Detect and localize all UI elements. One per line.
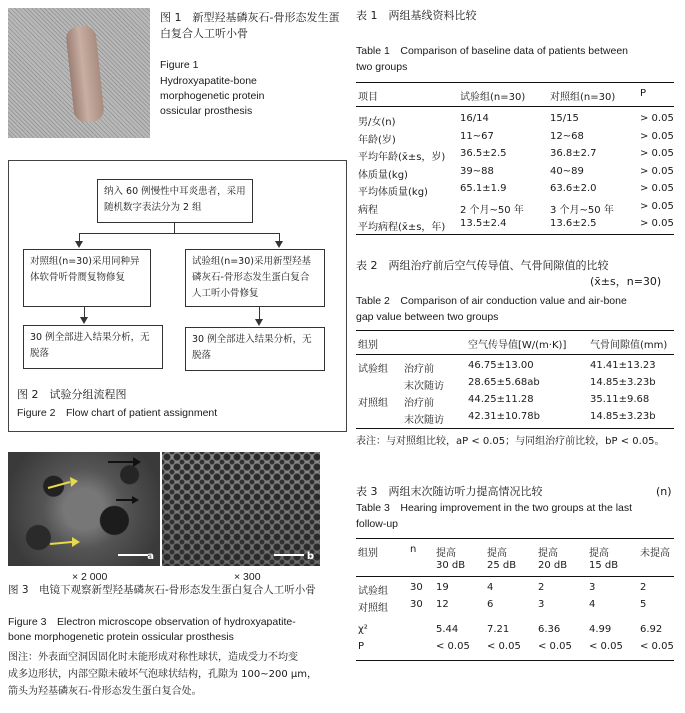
table2-header: 气骨间隙值(mm) [590, 340, 668, 351]
table3-cell: 对照组 [358, 603, 388, 614]
table3-stat-cell: 5.44 [436, 624, 459, 635]
flow-node-control: 对照组(n=30)采用同种异体软骨听骨赝复物修复 [23, 249, 151, 307]
table2-cell: 治疗前 [404, 398, 434, 409]
table1-cell: 2 个月~50 年 [460, 204, 524, 216]
table1-cell: 39~88 [460, 165, 494, 177]
table3-cell: 试验组 [358, 586, 388, 597]
figure3-note-3: 箭头为羟基磷灰石-骨形态发生蛋白复合处。 [8, 686, 202, 697]
table2-cell: 41.41±13.23 [590, 360, 656, 371]
table1-cell: > 0.05 [640, 148, 674, 159]
table2-cell: 14.85±3.23b [590, 377, 656, 388]
table-rule [356, 82, 674, 83]
table2-cell: 试验组 [358, 364, 388, 375]
table1-cell: > 0.05 [640, 218, 674, 229]
figure1-title-zh: 图 1 新型羟基磷灰石-骨形态发生蛋白复合人工听小骨 [160, 11, 340, 40]
table-rule [356, 234, 674, 235]
table-rule [356, 576, 674, 577]
table3-header: 25 dB [487, 560, 517, 571]
magnification-b: × 300 [234, 571, 261, 583]
table2-cell: 14.85±3.23b [590, 411, 656, 422]
figure3-caption-zh: 图 3 电镜下观察新型羟基磷灰石-骨形态发生蛋白复合人工听小骨 [8, 584, 316, 596]
table3-stat-cell: 7.21 [487, 624, 510, 635]
table1-cell: 男/女(n) [358, 117, 396, 128]
table1-title-en-2: two groups [356, 61, 408, 73]
table-rule [356, 330, 674, 331]
table3-cell: 3 [538, 599, 545, 610]
figure3-caption-en-1: Figure 3 Electron microscope observation of hydroxyapatite- [8, 616, 296, 628]
table1-cell: > 0.05 [640, 183, 674, 194]
table3-cell: 30 [410, 599, 423, 610]
table2-cell: 35.11±9.68 [590, 394, 650, 405]
flow-node-trial-result: 30 例全部进入结果分析，无脱落 [185, 327, 325, 371]
ossicular-prosthesis-photo [8, 8, 150, 138]
table2-cell: 末次随访 [404, 381, 444, 392]
figure1-label: Figure 1 [160, 59, 199, 71]
table3-stat-cell: 6.36 [538, 624, 561, 635]
table3-stat-cell: < 0.05 [640, 641, 674, 652]
table3-stat-cell: < 0.05 [487, 641, 521, 652]
arrow-down-icon [80, 317, 88, 324]
figure2-caption-zh: 图 2 试验分组流程图 [17, 388, 127, 401]
table2-cell: 28.65±5.68ab [468, 377, 540, 388]
table1-cell: > 0.05 [640, 165, 674, 177]
table3-header: 提高 [436, 548, 456, 559]
table3-cell: 30 [410, 582, 423, 593]
table-rule [356, 428, 674, 429]
table3-cell: 4 [589, 599, 596, 610]
table1-cell: 年龄(岁) [358, 134, 396, 146]
table1-cell: 36.8±2.7 [550, 148, 597, 159]
table2-cell: 对照组 [358, 398, 388, 409]
table3-unit: (n) [656, 485, 672, 498]
table2-title-en-1: Table 2 Comparison of air conduction value and air-bone [356, 295, 627, 307]
flow-chart [8, 160, 347, 432]
arrow-icon [8, 452, 160, 566]
flow-branch-line [79, 233, 279, 234]
table3-header: 未提高 [640, 548, 670, 559]
figure3-note-1: 图注：外表面空洞因固化时未能形成对称性球状，造成受力不均变 [8, 652, 298, 663]
table1-cell: 15/15 [550, 113, 579, 124]
prosthesis-image [65, 25, 105, 124]
table2-cell: 末次随访 [404, 415, 444, 426]
table1-cell: > 0.05 [640, 200, 674, 212]
panel-label-a: a [147, 551, 154, 562]
table2-cell: 42.31±10.78b [468, 411, 540, 422]
table1-cell: > 0.05 [640, 130, 674, 142]
table3-stat-cell: χ² [358, 624, 368, 635]
table3-title-en-1: Table 3 Hearing improvement in the two groups at the last [356, 502, 633, 514]
figure2-caption-en: Figure 2 Flow chart of patient assignment [17, 407, 218, 419]
table3-stat-cell: P [358, 641, 365, 652]
table1-title-en-1: Table 1 Comparison of baseline data of patients between [356, 45, 629, 57]
table2-cell: 44.25±11.28 [468, 394, 534, 405]
flow-connector [174, 223, 175, 233]
sem-image-b [162, 452, 320, 566]
table1-cell: 36.5±2.5 [460, 148, 507, 159]
flow-node-trial: 试验组(n=30)采用新型羟基磷灰石-骨形态发生蛋白复合人工听小骨修复 [185, 249, 325, 307]
table1-cell: 16/14 [460, 113, 489, 124]
table3-header: 提高 [487, 548, 507, 559]
table2-note-text: 表注：与对照组比较，aP < 0.05；与同组治疗前比较，bP < 0.05。 [356, 436, 665, 447]
table1-cell: 11~67 [460, 130, 494, 142]
table1-cell: > 0.05 [640, 113, 674, 124]
table1-header: 对照组(n=30) [550, 92, 616, 103]
table1-cell: 平均病程(x̄±s，年) [358, 222, 446, 233]
magnification-a: × 2 000 [72, 571, 108, 583]
sem-image-a [8, 452, 160, 566]
table2-header: 组别 [358, 340, 378, 351]
table2-stat-note: (x̄±s，n=30) [590, 275, 662, 288]
table1-cell: 3 个月~50 年 [550, 204, 614, 216]
table3-stat-cell: 4.99 [589, 624, 612, 635]
table1-cell: 12~68 [550, 130, 584, 142]
table3-header: 提高 [538, 548, 558, 559]
scale-bar [118, 554, 148, 556]
table-rule [356, 106, 674, 107]
table-rule [356, 538, 674, 539]
figure1-title-en-3: ossicular prosthesis [160, 105, 253, 117]
table1-title-zh: 表 1 两组基线资料比较 [356, 9, 477, 22]
figure1-title-en-1: Hydroxyapatite-bone [160, 75, 257, 87]
table3-header: 组别 [358, 548, 378, 559]
table1-cell: 40~89 [550, 165, 584, 177]
table3-stat-cell: < 0.05 [538, 641, 572, 652]
table2-title-en-2: gap value between two groups [356, 311, 499, 323]
table1-cell: 13.5±2.4 [460, 218, 507, 229]
table3-header: 15 dB [589, 560, 619, 571]
table2-title-zh: 表 2 两组治疗前后空气传导值、气骨间隙值的比较 [356, 259, 609, 272]
table3-header: n [410, 544, 417, 555]
table3-header: 30 dB [436, 560, 466, 571]
table3-cell: 12 [436, 599, 449, 610]
figure1-title-en-2: morphogenetic protein [160, 90, 265, 102]
table3-stat-cell: 6.92 [640, 624, 663, 635]
table1-cell: 13.6±2.5 [550, 218, 597, 229]
table1-cell: 病程 [358, 204, 378, 216]
table3-stat-cell: < 0.05 [436, 641, 470, 652]
figure3-note-2: 成多边形状，内部空隙未破坏气泡球状结构，孔隙为 100~200 μm， [8, 669, 318, 680]
scale-bar [274, 554, 304, 556]
table1-header: 项目 [358, 92, 378, 103]
table1-cell: 体质量(kg) [358, 169, 408, 181]
table3-stat-cell: < 0.05 [589, 641, 623, 652]
table3-cell: 3 [589, 582, 596, 593]
table3-title-zh: 表 3 两组末次随访听力提高情况比较 [356, 485, 543, 498]
arrow-down-icon [75, 241, 83, 248]
table3-title-en-2: follow-up [356, 518, 399, 530]
panel-label-b: b [306, 551, 314, 562]
table1-header: 试验组(n=30) [460, 92, 526, 103]
table2-header: 空气传导值[W/(m·K)] [468, 340, 567, 351]
table3-cell: 5 [640, 599, 647, 610]
table3-cell: 6 [487, 599, 494, 610]
table2-note [356, 434, 665, 450]
flow-node-control-result: 30 例全部进入结果分析，无脱落 [23, 325, 163, 369]
table3-cell: 4 [487, 582, 494, 593]
table2-cell: 治疗前 [404, 364, 434, 375]
table3-cell: 2 [538, 582, 545, 593]
arrow-down-icon [255, 319, 263, 326]
table3-header: 20 dB [538, 560, 568, 571]
figure3-caption-en-2: bone morphogenetic protein ossicular prosthesis [8, 631, 234, 643]
table3-cell: 2 [640, 582, 647, 593]
table2-cell: 46.75±13.00 [468, 360, 534, 371]
table3-cell: 19 [436, 582, 449, 593]
table3-header: 提高 [589, 548, 609, 559]
table1-cell: 平均年龄(x̄±s，岁) [358, 152, 446, 163]
table1-cell: 平均体质量(kg) [358, 187, 428, 198]
flow-node-enroll: 纳入 60 例慢性中耳炎患者，采用随机数字表法分为 2 组 [97, 179, 253, 223]
table-rule [356, 354, 674, 355]
table1-cell: 65.1±1.9 [460, 183, 507, 194]
table1-header: P [640, 88, 647, 99]
table1-cell: 63.6±2.0 [550, 183, 597, 194]
arrow-down-icon [275, 241, 283, 248]
table-rule [356, 660, 674, 661]
